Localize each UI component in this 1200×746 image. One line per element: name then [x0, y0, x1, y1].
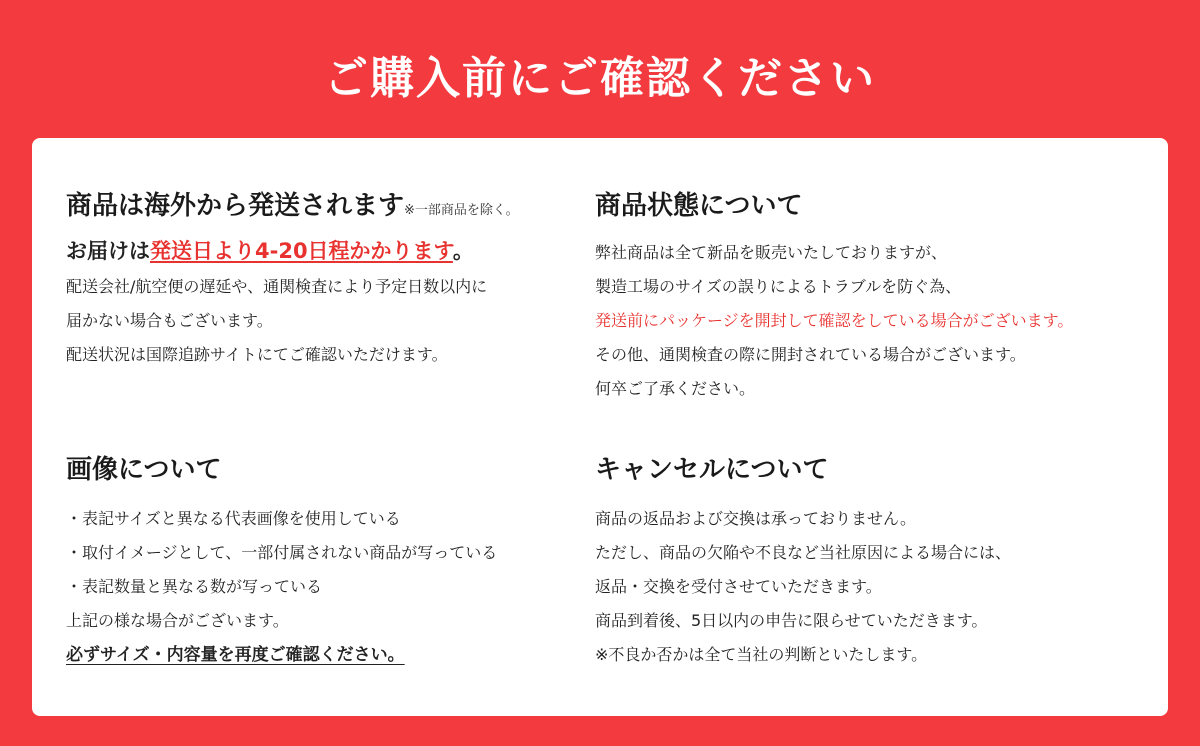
condition-section [595, 186, 1155, 406]
cancel-line: 商品到着後、5日以内の申告に限らせていただきます。 [595, 611, 988, 630]
images-line: ・表記サイズと異なる代表画像を使用している [66, 509, 401, 528]
images-line: 上記の様な場合がございます。 [66, 611, 289, 630]
condition-line: 製造工場のサイズの誤りによるトラブルを防ぐ為、 [595, 277, 962, 296]
shipping-line: 届かない場合もございます。 [66, 311, 273, 330]
images-body [66, 502, 596, 672]
shipping-lead-highlight: 発送日より4-20日程かかります [150, 239, 453, 263]
cancel-line: ただし、商品の欠陥や不良など当社原因による場合には、 [595, 543, 1012, 562]
shipping-heading-text: 商品は海外から発送されます [66, 191, 405, 221]
shipping-line: 配送会社/航空便の遅延や、通関検査により予定日数以内に [66, 277, 488, 296]
condition-heading: 商品状態について [595, 191, 803, 221]
condition-line: 弊社商品は全て新品を販売いたしておりますが、 [595, 243, 948, 262]
shipping-section [66, 186, 596, 372]
cancel-line: 返品・交換を受付させていただきます。 [595, 577, 882, 596]
cancel-section [595, 450, 1155, 672]
shipping-lead-suffix: 。 [452, 239, 474, 263]
condition-line: 何卒ご了承ください。 [595, 379, 756, 398]
images-line: ・取付イメージとして、一部付属されない商品が写っている [66, 543, 498, 562]
notice-card [32, 138, 1168, 716]
shipping-heading [66, 186, 596, 226]
shipping-lead [66, 234, 596, 268]
condition-line: その他、通関検査の際に開封されている場合がございます。 [595, 345, 1026, 364]
images-line-emphasis: 必ずサイズ・内容量を再度ご確認ください。 [66, 645, 405, 665]
shipping-body [66, 270, 596, 372]
shipping-lead-prefix: お届けは [66, 239, 150, 263]
banner-title: ご購入前にご確認ください [324, 53, 876, 104]
shipping-heading-note: ※一部商品を除く。 [404, 203, 519, 218]
cancel-line: 商品の返品および交換は承っておりません。 [595, 509, 916, 528]
images-heading: 画像について [66, 455, 222, 485]
condition-body [595, 236, 1155, 406]
cancel-line: ※不良か否かは全て当社の判断といたします。 [595, 645, 928, 664]
cancel-body [595, 502, 1155, 672]
images-line: ・表記数量と異なる数が写っている [66, 577, 323, 596]
condition-line-highlight: 発送前にパッケージを開封して確認をしている場合がございます。 [595, 311, 1074, 330]
shipping-line: 配送状況は国際追跡サイトにてご確認いただけます。 [66, 345, 448, 364]
cancel-heading: キャンセルについて [595, 455, 829, 485]
images-section [66, 450, 596, 672]
